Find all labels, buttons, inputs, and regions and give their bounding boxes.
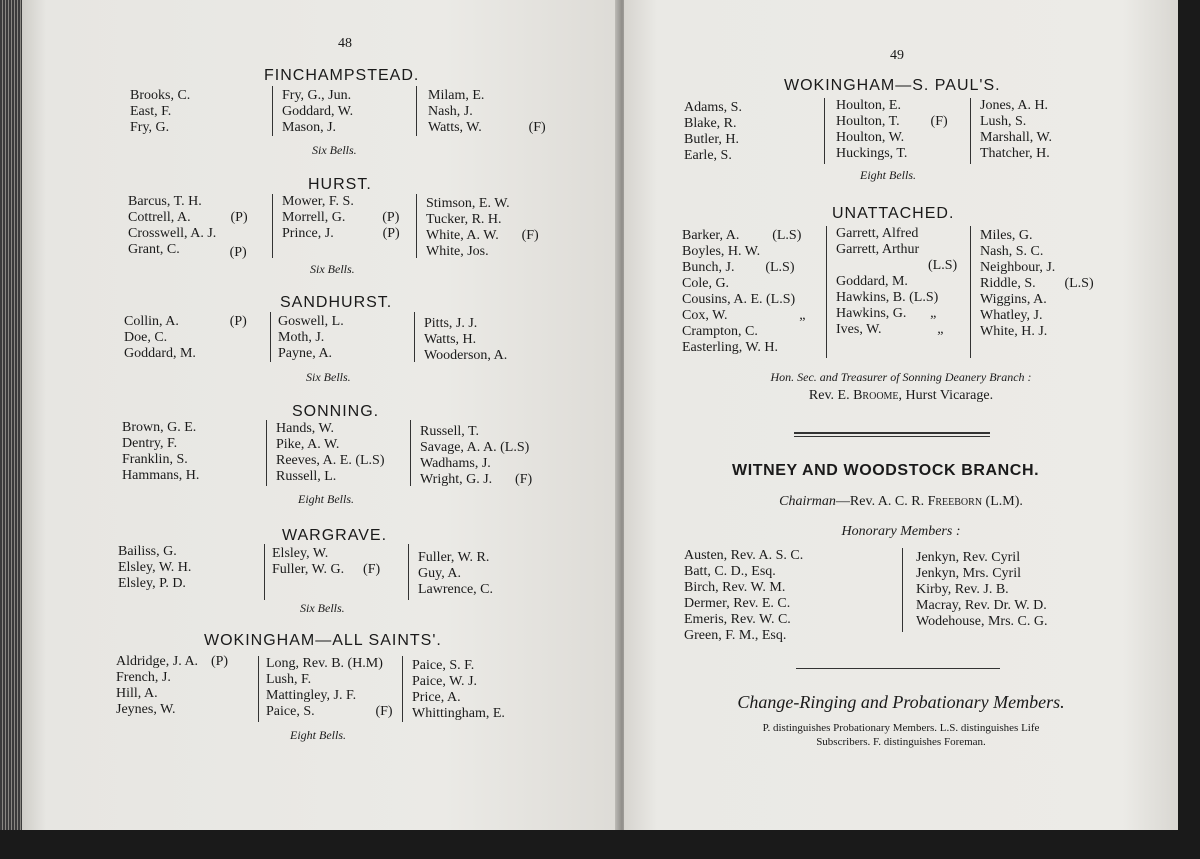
- foreman-mark: (F): [521, 228, 539, 243]
- member-name: Cox, W.: [682, 308, 728, 323]
- member-name: Milam, E.: [428, 88, 485, 103]
- member-name: Kirby, Rev. J. B.: [916, 582, 1009, 597]
- member-name: Guy, A.: [418, 566, 462, 581]
- chairman-prefix: —Rev. A. C. R.: [835, 494, 925, 509]
- member-name: Batt, C. D., Esq.: [684, 564, 776, 579]
- ditto-mark: „: [930, 306, 937, 321]
- member-name: Wodehouse, Mrs. C. G.: [916, 614, 1048, 629]
- member-name: Watts, W.: [428, 120, 482, 135]
- probationary-mark: (P): [382, 226, 400, 241]
- section-title-finchampstead: FINCHAMPSTEAD.: [264, 67, 420, 84]
- bells-note: Six Bells.: [300, 601, 345, 615]
- ditto-mark: „: [799, 308, 806, 323]
- member-name: Jones, A. H.: [980, 98, 1049, 113]
- unattached-col2: [836, 226, 957, 338]
- member-name: East, F.: [130, 104, 172, 119]
- member-name: Cottrell, A.: [128, 210, 191, 225]
- member-name: Wooderson, A.: [424, 348, 508, 363]
- hon-sec-surname: Broome: [853, 388, 899, 403]
- member-name: Goswell, L.: [278, 314, 344, 329]
- foreman-mark: (F): [363, 562, 381, 577]
- member-name: Austen, Rev. A. S. C.: [684, 548, 804, 563]
- probationary-mark: (P): [382, 210, 400, 225]
- member-name: Hawkins, B. (L.S): [836, 290, 939, 305]
- member-name: Lawrence, C.: [418, 582, 494, 597]
- hon-sec-name: [624, 388, 1178, 404]
- column-rule: [410, 420, 411, 486]
- member-name: Paice, S.: [266, 704, 315, 719]
- member-name: Paice, W. J.: [412, 674, 477, 689]
- member-name: Fuller, W. G.: [272, 562, 345, 577]
- member-name: Tucker, R. H.: [426, 212, 502, 227]
- hurst-col2: [282, 194, 400, 242]
- column-rule: [258, 656, 259, 722]
- sonning-col3: [420, 424, 532, 488]
- left-page: [22, 0, 624, 830]
- probationary-mark: (P): [210, 654, 229, 669]
- sonning-col1: [122, 420, 199, 484]
- hurst-col3: [426, 196, 539, 260]
- hon-sec-name-prefix: Rev. E.: [808, 388, 850, 403]
- bells-note: Eight Bells.: [860, 168, 916, 182]
- member-name: Fuller, W. R.: [418, 550, 490, 565]
- legend-title: Change-Ringing and Probationary Members.: [737, 692, 1065, 712]
- member-name: Fry, G., Jun.: [282, 88, 352, 103]
- member-name: Prince, J.: [282, 226, 334, 241]
- foreman-mark: (F): [930, 114, 948, 129]
- member-name: Price, A.: [412, 690, 461, 705]
- finchampstead-col1: [130, 88, 190, 136]
- member-name: Mower, F. S.: [282, 194, 354, 209]
- chairman-suffix: (L.M).: [985, 494, 1023, 509]
- member-name: Mattingley, J. F.: [266, 688, 357, 703]
- section-title-witney: WITNEY AND WOODSTOCK BRANCH.: [732, 462, 1040, 479]
- column-rule: [902, 548, 903, 632]
- wargrave-col1: [118, 544, 191, 592]
- all-saints-col1: [116, 654, 228, 718]
- member-name: Russell, T.: [420, 424, 479, 439]
- life-subscriber-mark: (L.S): [1064, 276, 1094, 291]
- all-saints-col2: [266, 656, 393, 720]
- member-name: Huckings, T.: [836, 146, 908, 161]
- member-name: Wiggins, A.: [980, 292, 1047, 307]
- member-name: Lush, F.: [266, 672, 312, 687]
- member-name: Pike, A. W.: [276, 437, 340, 452]
- honorary-col1: [684, 548, 803, 644]
- member-name: Cousins, A. E. (L.S): [682, 292, 796, 307]
- member-name: Wadhams, J.: [420, 456, 491, 471]
- finchampstead-col2: [282, 88, 353, 136]
- member-name: Dentry, F.: [122, 436, 178, 451]
- member-name: Jeynes, W.: [116, 702, 176, 717]
- member-name: Butler, H.: [684, 132, 740, 147]
- member-name: Doe, C.: [124, 330, 168, 345]
- member-name: Lush, S.: [980, 114, 1027, 129]
- member-name: Blake, R.: [684, 116, 737, 131]
- section-divider: [796, 668, 1000, 669]
- column-rule: [414, 312, 415, 362]
- st-pauls-col1: [684, 100, 742, 164]
- member-name: Collin, A.: [124, 314, 179, 329]
- member-name: Thatcher, H.: [980, 146, 1050, 161]
- member-name: Jenkyn, Mrs. Cyril: [916, 566, 1021, 581]
- member-name: Hawkins, G.: [836, 306, 907, 321]
- probationary-mark: (P): [229, 314, 247, 329]
- foreman-mark: (F): [375, 704, 393, 719]
- column-rule: [264, 544, 265, 600]
- member-name: Russell, L.: [276, 469, 337, 484]
- section-title-wokingham-st-pauls: WOKINGHAM—S. PAUL'S.: [784, 77, 1001, 94]
- member-name: Franklin, S.: [122, 452, 188, 467]
- bells-note: Six Bells.: [306, 370, 351, 384]
- member-name: Nash, S. C.: [980, 244, 1044, 259]
- probationary-mark: (P): [229, 245, 247, 260]
- column-rule: [266, 420, 267, 486]
- member-name: Barcus, T. H.: [128, 194, 202, 209]
- member-name: Goddard, W.: [282, 104, 354, 119]
- right-page: [624, 0, 1178, 830]
- probationary-mark: (P): [230, 210, 248, 225]
- member-name: Moth, J.: [278, 330, 325, 345]
- st-pauls-col2: [836, 98, 948, 162]
- member-name: Stimson, E. W.: [426, 196, 510, 211]
- section-title-sonning: SONNING.: [292, 403, 380, 420]
- member-name: Fry, G.: [130, 120, 170, 135]
- member-name: Adams, S.: [684, 100, 742, 115]
- column-rule: [272, 86, 273, 136]
- bells-note: Eight Bells.: [290, 728, 346, 742]
- legend-line-2: Subscribers. F. distinguishes Foreman.: [816, 736, 986, 748]
- section-title-sandhurst: SANDHURST.: [280, 294, 393, 311]
- member-name: Goddard, M.: [836, 274, 908, 289]
- member-name: Whittingham, E.: [412, 706, 505, 721]
- section-divider: [794, 436, 990, 437]
- member-name: Payne, A.: [278, 346, 333, 361]
- foreman-mark: (F): [528, 120, 546, 135]
- member-name: Hill, A.: [116, 686, 158, 701]
- page-number-right: 49: [890, 48, 904, 63]
- member-name: Cole, G.: [682, 276, 730, 291]
- st-pauls-col3: [980, 98, 1052, 162]
- member-name: Birch, Rev. W. M.: [684, 580, 786, 595]
- member-name: Earle, S.: [684, 148, 732, 163]
- bells-note: Six Bells.: [312, 143, 357, 157]
- member-name: Nash, J.: [428, 104, 473, 119]
- member-name: Crampton, C.: [682, 324, 758, 339]
- member-name: Elsley, W.: [272, 546, 329, 561]
- member-name: Hands, W.: [276, 421, 334, 436]
- witney-chairman: [624, 494, 1178, 510]
- hon-sec-title: Hon. Sec. and Treasurer of Sonning Deanery Branch :: [770, 370, 1032, 384]
- member-name: Reeves, A. E. (L.S): [276, 453, 385, 468]
- book-page-edges: [0, 0, 24, 830]
- bells-note: Six Bells.: [310, 262, 355, 276]
- section-title-hurst: HURST.: [308, 176, 372, 193]
- member-name: Watts, H.: [424, 332, 477, 347]
- section-title-unattached: UNATTACHED.: [832, 205, 955, 222]
- member-name: Jenkyn, Rev. Cyril: [916, 550, 1021, 565]
- wargrave-col3: [418, 550, 493, 598]
- finchampstead-col3: [428, 88, 546, 136]
- page-number-left: 48: [338, 36, 352, 51]
- member-name: Garrett, Alfred: [836, 226, 919, 241]
- column-rule: [826, 226, 827, 358]
- column-rule: [970, 98, 971, 164]
- member-name: White, A. W.: [426, 228, 499, 243]
- member-name: Marshall, W.: [980, 130, 1052, 145]
- member-name: Savage, A. A. (L.S): [420, 440, 530, 455]
- member-name: Ives, W.: [836, 322, 882, 337]
- member-name: Barker, A.: [682, 228, 740, 243]
- member-name: Macray, Rev. Dr. W. D.: [916, 598, 1047, 613]
- member-name: White, H. J.: [980, 324, 1048, 339]
- column-rule: [402, 656, 403, 722]
- member-name: Aldridge, J. A.: [116, 654, 199, 669]
- ditto-mark: „: [937, 322, 944, 337]
- column-rule: [416, 86, 417, 136]
- column-rule: [970, 226, 971, 358]
- member-name: Pitts, J. J.: [424, 316, 478, 331]
- life-subscriber-mark: (L.S): [928, 258, 958, 273]
- section-divider: [794, 432, 990, 434]
- member-name: Elsley, W. H.: [118, 560, 192, 575]
- column-rule: [270, 312, 271, 362]
- member-name: Neighbour, J.: [980, 260, 1056, 275]
- column-rule: [272, 194, 273, 258]
- member-name: White, Jos.: [426, 244, 489, 259]
- unattached-col1: [682, 228, 806, 356]
- member-name: Bunch, J.: [682, 260, 735, 275]
- member-name: Houlton, E.: [836, 98, 901, 113]
- member-name: French, J.: [116, 670, 171, 685]
- sandhurst-col1: [124, 314, 247, 362]
- column-rule: [416, 194, 417, 258]
- member-name: Brown, G. E.: [122, 420, 197, 435]
- section-title-wokingham-all-saints: WOKINGHAM—ALL SAINTS'.: [204, 632, 442, 649]
- member-name: Riddle, S.: [980, 276, 1036, 291]
- hurst-col1: [128, 194, 248, 258]
- member-name: Crosswell, A. J.: [128, 226, 217, 241]
- member-name: Mason, J.: [282, 120, 337, 135]
- member-name: Emeris, Rev. W. C.: [684, 612, 791, 627]
- foreman-mark: (F): [515, 472, 533, 487]
- unattached-col3: [980, 228, 1094, 340]
- member-name: Grant, C.: [128, 242, 180, 257]
- bells-note: Eight Bells.: [298, 492, 354, 506]
- member-name: Easterling, W. H.: [682, 340, 779, 355]
- wargrave-col2: [272, 546, 380, 578]
- member-name: Wright, G. J.: [420, 472, 493, 487]
- member-name: Bailiss, G.: [118, 544, 177, 559]
- member-name: Houlton, T.: [836, 114, 900, 129]
- section-title-wargrave: WARGRAVE.: [282, 527, 388, 544]
- column-rule: [408, 544, 409, 600]
- member-name: Long, Rev. B. (H.M): [266, 656, 383, 671]
- legend-line-1: P. distinguishes Probationary Members. L.S. distinguishes Life: [762, 722, 1040, 734]
- chairman-label: Chairman: [779, 494, 836, 509]
- life-subscriber-mark: (L.S): [772, 228, 802, 243]
- member-name: Elsley, P. D.: [118, 576, 186, 591]
- member-name: Green, F. M., Esq.: [684, 628, 787, 643]
- chairman-surname: Freeborn: [927, 494, 983, 509]
- life-subscriber-mark: (L.S): [765, 260, 795, 275]
- member-name: Dermer, Rev. E. C.: [684, 596, 791, 611]
- honorary-members-title: Honorary Members :: [841, 524, 961, 539]
- member-name: Boyles, H. W.: [682, 244, 761, 259]
- sonning-col2: [276, 421, 384, 485]
- sandhurst-col3: [424, 316, 507, 364]
- sandhurst-col2: [278, 314, 344, 362]
- member-name: Paice, S. F.: [412, 658, 475, 673]
- member-name: Whatley, J.: [980, 308, 1043, 323]
- member-name: Morrell, G.: [282, 210, 346, 225]
- member-name: Brooks, C.: [130, 88, 191, 103]
- honorary-col2: [916, 550, 1047, 630]
- column-rule: [824, 98, 825, 164]
- member-name: Miles, G.: [980, 228, 1033, 243]
- member-name: Hammans, H.: [122, 468, 200, 483]
- all-saints-col3: [412, 658, 505, 722]
- member-name: Garrett, Arthur: [836, 242, 920, 257]
- member-name: Goddard, M.: [124, 346, 196, 361]
- member-name: Houlton, W.: [836, 130, 905, 145]
- hon-sec-name-suffix: , Hurst Vicarage.: [898, 388, 994, 403]
